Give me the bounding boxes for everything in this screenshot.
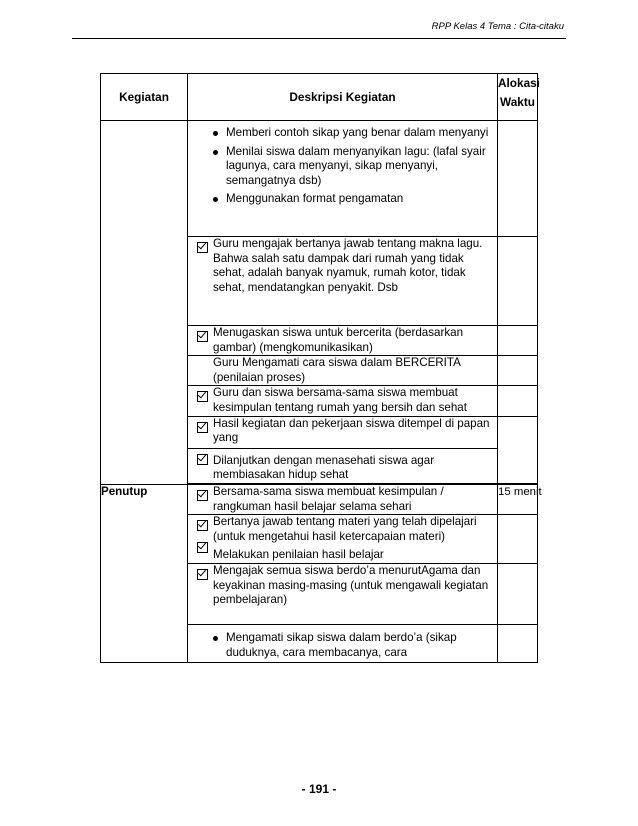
alokasi-cell xyxy=(498,515,538,564)
bullet-list xyxy=(188,126,497,207)
checkbox-icon xyxy=(197,331,208,342)
desc-text: Mengajak semua siswa berdo’a menurutAgama dan keyakinan masing-masing (untuk mengawali kegiatan pembelajaran) xyxy=(213,563,489,607)
checkbox-icon xyxy=(197,422,208,433)
list-item: Memberi contoh sikap yang benar dalam menyanyi xyxy=(226,126,497,141)
desc-text: Hasil kegiatan dan pekerjaan siswa ditempel di papan yang xyxy=(213,416,490,445)
desc-text: Bersama-sama siswa membuat kesimpulan / rangkuman hasil belajar selama sehari xyxy=(213,484,444,513)
desc-cell xyxy=(188,237,498,326)
desc-text: Guru dan siswa bersama-sama siswa membuat kesimpulan tentang rumah yang bersih dan sehat xyxy=(213,386,467,414)
checkbox-icon xyxy=(197,391,208,402)
desc-cell xyxy=(188,416,498,448)
desc-cell xyxy=(188,356,498,386)
alokasi-line-1: Alokasi xyxy=(498,76,540,90)
header-rule xyxy=(72,38,566,39)
checkbox-icon xyxy=(197,520,208,531)
desc-text: Melakukan penilaian hasil belajar xyxy=(213,548,384,562)
col-header-alokasi xyxy=(498,74,538,121)
desc-text: Guru Mengamati cara siswa dalam BERCERITA (penilaian proses) xyxy=(213,356,461,384)
checkbox-icon xyxy=(197,569,208,580)
alokasi-cell xyxy=(498,121,538,237)
alokasi-cell xyxy=(498,416,538,483)
table-row xyxy=(101,484,538,514)
alokasi-cell xyxy=(498,563,538,624)
checkbox-icon xyxy=(197,490,208,501)
list-item: Mengamati sikap siswa dalam berdo’a (sikap duduknya, cara membacanya, cara xyxy=(226,631,497,660)
desc-text: Dilanjutkan dengan menasehati siswa agar membiasakan hidup sehat xyxy=(213,453,435,482)
col-header-kegiatan: Kegiatan xyxy=(101,74,188,121)
table-header-row xyxy=(101,74,538,121)
desc-cell xyxy=(188,484,498,514)
alokasi-cell xyxy=(498,326,538,356)
list-item: Menilai siswa dalam menyanyikan lagu: (lafal syair lagunya, cara menyanyi, sikap menyanyi, semangatnya dsb) xyxy=(226,145,497,189)
alokasi-penutup: 15 menit xyxy=(498,484,538,514)
checkbox-icon xyxy=(197,542,208,553)
checkbox-icon xyxy=(197,242,208,253)
desc-text: Menugaskan siswa untuk bercerita (berdasarkan gambar) (mengkomunikasikan) xyxy=(213,326,464,354)
kegiatan-cell-empty xyxy=(101,121,188,485)
desc-text: Guru mengajak bertanya jawab tentang makna lagu. Bahwa salah satu dampak dari rumah yang tidak sehat, adalah banyak nyamuk, rumah kotor, tidak sehat, mendatangkan penyakit. Dsb xyxy=(213,237,483,294)
bullet-list-cell xyxy=(188,624,498,662)
alokasi-cell xyxy=(498,237,538,326)
desc-cell xyxy=(188,515,498,564)
desc-cell xyxy=(188,326,498,356)
kegiatan-penutup: Penutup xyxy=(101,484,188,662)
bullet-list xyxy=(188,631,497,660)
list-item: Menggunakan format pengamatan xyxy=(226,192,497,207)
table-row xyxy=(101,121,538,237)
alokasi-cell xyxy=(498,356,538,386)
checkbox-icon xyxy=(197,454,208,465)
alokasi-line-2: Waktu xyxy=(500,95,535,109)
alokasi-cell xyxy=(498,386,538,416)
col-header-deskripsi: Deskripsi Kegiatan xyxy=(188,74,498,121)
alokasi-cell xyxy=(498,624,538,662)
bullet-list-cell xyxy=(188,121,498,237)
desc-text: Bertanya jawab tentang materi yang telah dipelajari (untuk mengetahui hasil ketercapaian materi) xyxy=(213,515,477,543)
lesson-plan-table xyxy=(100,73,542,663)
desc-cell xyxy=(188,386,498,416)
running-header: RPP Kelas 4 Tema : Cita-citaku xyxy=(431,21,564,32)
page-number: - 191 - xyxy=(301,782,337,796)
desc-cell xyxy=(188,563,498,624)
desc-cell xyxy=(188,448,498,483)
